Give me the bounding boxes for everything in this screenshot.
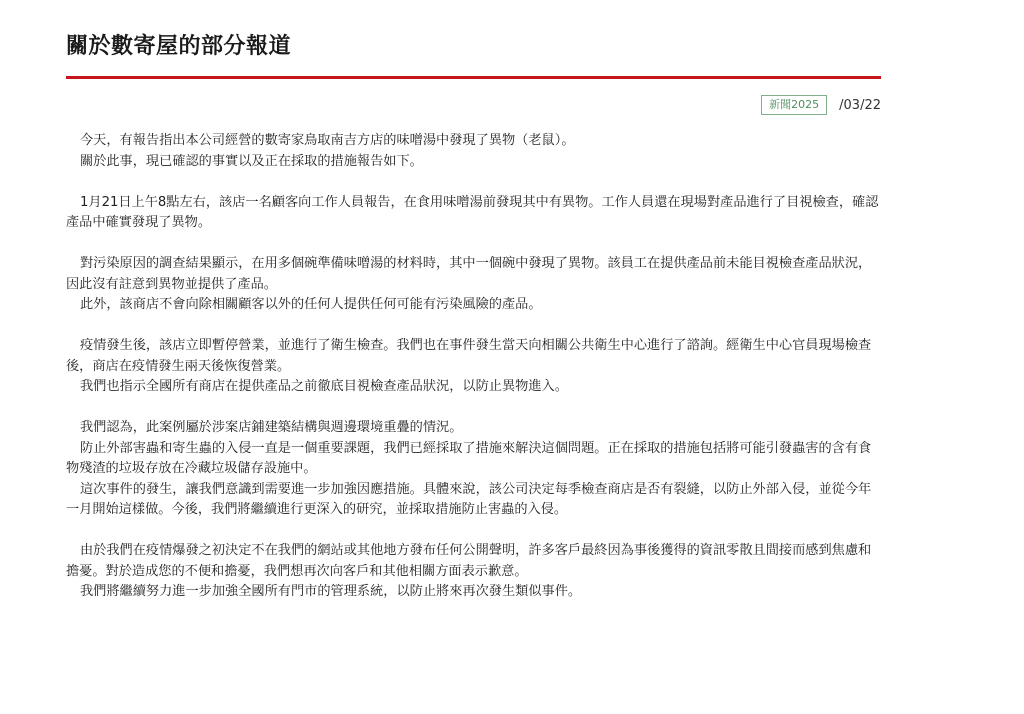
paragraph-gap xyxy=(66,398,881,419)
paragraph-gap xyxy=(66,521,881,542)
paragraph: 這次事件的發生，讓我們意識到需要進一步加強因應措施。具體來說，該公司決定每季檢查商店是否有裂縫，以防止外部入侵，並從今年一月開始這樣做。今後，我們將繼續進行更深入的研究，並採取措施防止害蟲的入侵。 xyxy=(66,481,872,517)
page-title: 關於數寄屋的部分報道 xyxy=(66,34,292,59)
news-container xyxy=(66,0,881,603)
paragraph: 防止外部害蟲和寄生蟲的入侵一直是一個重要課題，我們已經採取了措施來解決這個問題。正在採取的措施包括將可能引發蟲害的含有食物殘渣的垃圾存放在冷藏垃圾儲存設施中。 xyxy=(66,440,872,476)
paragraph: 今天，有報告指出本公司經營的數寄家鳥取南吉方店的味噌湯中發現了異物（老鼠）。 xyxy=(80,133,575,148)
paragraph-gap xyxy=(66,234,881,255)
article-meta xyxy=(66,93,881,117)
paragraph-gap xyxy=(66,316,881,337)
paragraph: 我們將繼續努力進一步加強全國所有門市的管理系統，以防止將來再次發生類似事件。 xyxy=(80,584,582,599)
paragraph: 關於此事，現已確認的事實以及正在採取的措施報告如下。 xyxy=(80,153,423,169)
article-body xyxy=(66,131,881,603)
paragraph: 對污染原因的調查結果顯示，在用多個碗準備味噌湯的材料時，其中一個碗中發現了異物。該員工在提供產品前未能目視檢查產品狀況，因此沒有註意到異物並提供了產品。 xyxy=(66,256,872,292)
title-divider xyxy=(66,76,881,79)
paragraph: 我們認為，此案例屬於涉案店鋪建築結構與週邊環境重疊的情況。 xyxy=(80,420,463,435)
paragraph: 1月21日上午8點左右，該店一名顧客向工作人員報告，在食用味噌湯前發現其中有異物。工作人員還在現場對產品進行了目視檢查，確認產品中確實發現了異物。 xyxy=(66,194,879,230)
paragraph-gap xyxy=(66,172,881,193)
paragraph: 此外，該商店不會向除相關顧客以外的任何人提供任何可能有污染風險的產品。 xyxy=(80,297,542,312)
category-tag[interactable]: 新聞2025 xyxy=(761,95,827,115)
paragraph: 由於我們在疫情爆發之初決定不在我們的網站或其他地方發布任何公開聲明，許多客戶最終因為事後獲得的資訊零散且間接而感到焦慮和擔憂。對於造成您的不便和擔憂，我們想再次向客戶和其他相關方面表示歉意。 xyxy=(66,543,872,579)
paragraph: 我們也指示全國所有商店在提供產品之前徹底目視檢查產品狀況，以防止異物進入。 xyxy=(80,379,568,394)
publish-date: /03/22 xyxy=(839,97,881,113)
paragraph: 疫情發生後，該店立即暫停營業，並進行了衛生檢查。我們也在事件發生當天向相關公共衛生中心進行了諮詢。經衛生中心官員現場檢查後，商店在疫情發生兩天後恢復營業。 xyxy=(66,338,872,374)
